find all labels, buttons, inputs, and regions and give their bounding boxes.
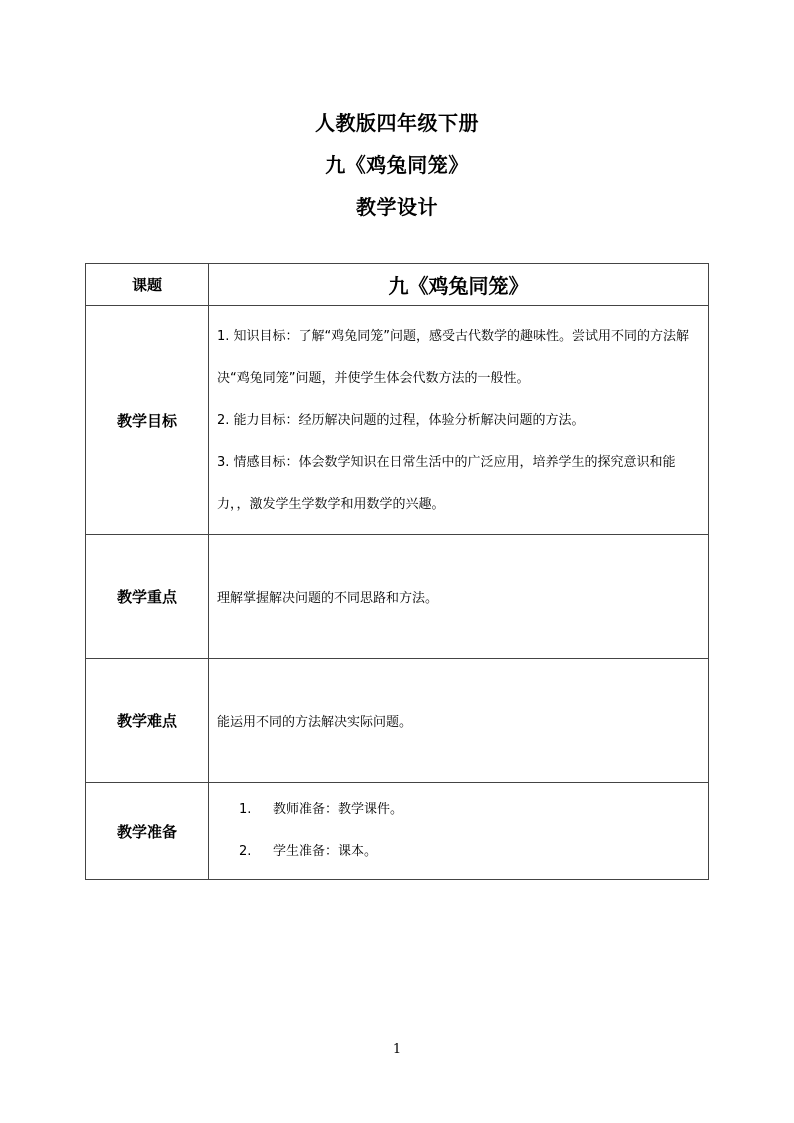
doc-title-line-1: 人教版四年级下册 xyxy=(315,111,479,135)
table-row-goals xyxy=(86,306,709,535)
goals-content xyxy=(209,306,709,535)
page-number: 1 xyxy=(392,1042,402,1057)
goal-item-knowledge: 1. 知识目标：了解“鸡兔同笼”问题，感受古代数学的趣味性。尝试用不同的方法解决“鸡兔同笼”问题，并使学生体会代数方法的一般性。 xyxy=(217,329,690,386)
preparation-content xyxy=(209,783,709,880)
difficulties-label: 教学难点 xyxy=(86,659,209,783)
preparation-item xyxy=(239,831,708,873)
difficulties-content xyxy=(209,659,709,783)
doc-title-line-2: 九《鸡兔同笼》 xyxy=(325,153,469,177)
table-row-difficulties xyxy=(86,659,709,783)
preparation-item xyxy=(239,789,708,831)
table-row-topic xyxy=(86,264,709,306)
topic-value: 九《鸡兔同笼》 xyxy=(209,264,709,306)
table-row-key-points xyxy=(86,535,709,659)
doc-title-line-3: 教学设计 xyxy=(356,195,438,219)
goals-label: 教学目标 xyxy=(86,306,209,535)
key-points-label: 教学重点 xyxy=(86,535,209,659)
preparation-item-number: 1. xyxy=(239,802,252,817)
table-row-preparation xyxy=(86,783,709,880)
preparation-label: 教学准备 xyxy=(86,783,209,880)
key-points-text: 理解掌握解决问题的不同思路和方法。 xyxy=(217,591,439,606)
key-points-content xyxy=(209,535,709,659)
preparation-item-number: 2. xyxy=(239,844,252,859)
goal-item-ability: 2. 能力目标：经历解决问题的过程，体验分析解决问题的方法。 xyxy=(217,413,585,428)
goal-item-emotion: 3. 情感目标：体会数学知识在日常生活中的广泛应用，培养学生的探究意识和能力，，激发学生学数学和用数学的兴趣。 xyxy=(217,455,676,512)
preparation-item-text: 教师准备：教学课件。 xyxy=(273,802,404,817)
preparation-item-text: 学生准备：课本。 xyxy=(273,844,378,859)
lesson-plan-table xyxy=(85,263,709,880)
difficulties-text: 能运用不同的方法解决实际问题。 xyxy=(217,715,413,730)
topic-label: 课题 xyxy=(86,264,209,306)
